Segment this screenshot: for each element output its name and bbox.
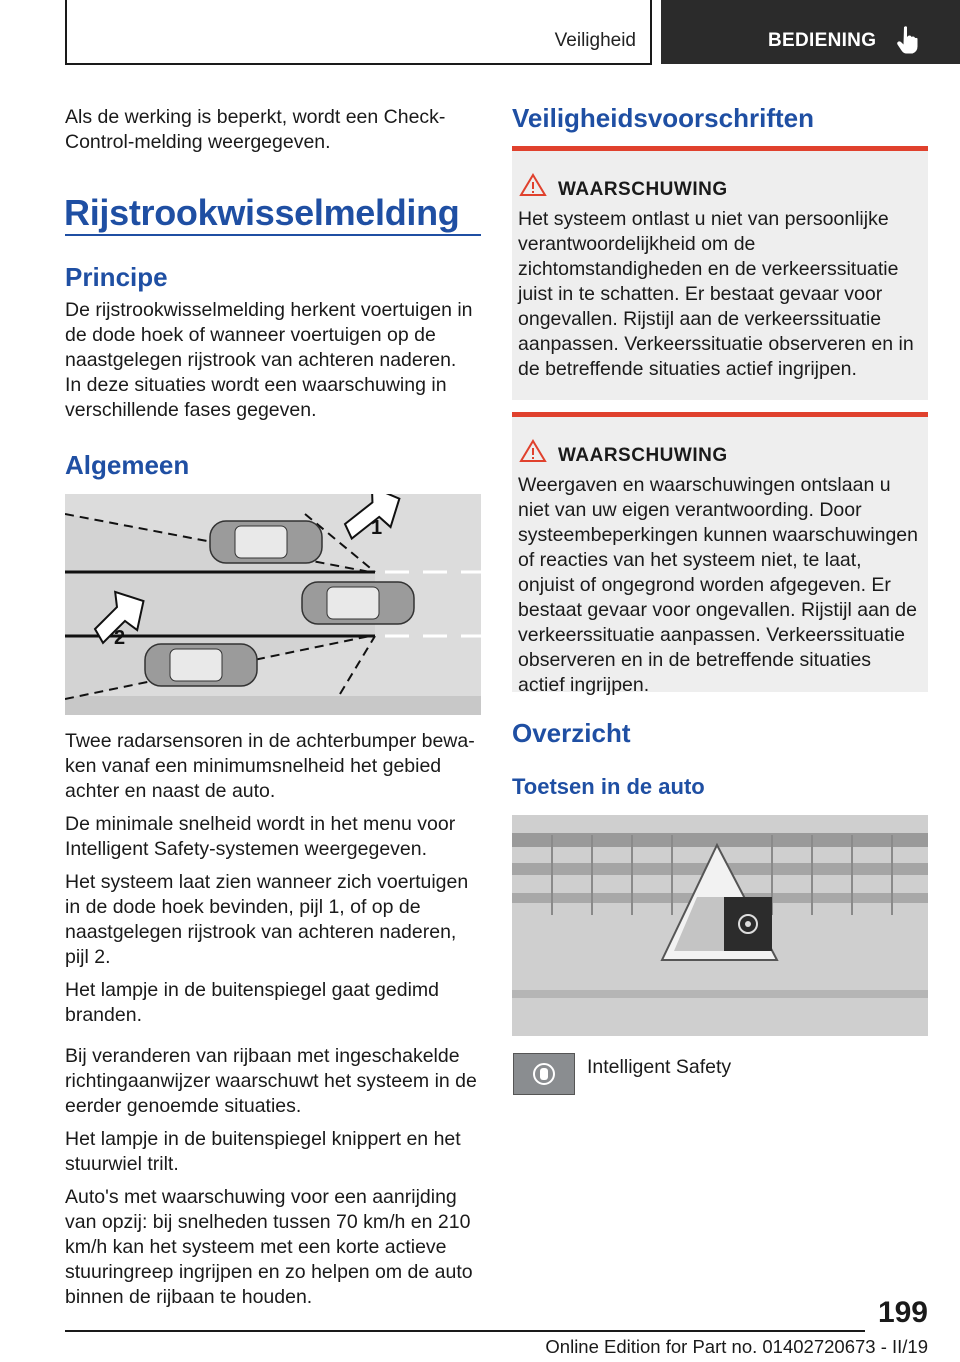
algemeen-heading: Algemeen — [65, 450, 190, 480]
paragraph-min-speed: De minimale snelheid wordt in het menu voor Intelligent Safety-systemen weergegeven. — [65, 813, 456, 860]
title-underline — [65, 234, 481, 236]
page-title: Rijstrookwisselmelding — [64, 192, 460, 233]
paragraph-radar: Twee radarsensoren in de achterbumper bewaken vanaf een minimumsnelheid het gebied achter en naast de auto. — [65, 730, 475, 802]
page-number: 199 — [877, 1296, 928, 1329]
footer-edition: Online Edition for Part no. 01402720673 - II/19 — [545, 1336, 928, 1357]
paragraph-blind-spot: Het systeem laat zien wanneer zich voertuigen in de dode hoek bevinden, pijl 1, of op de naastgelegen rijstrook van achteren naderen, pijl 2. — [65, 871, 469, 968]
principe-paragraph: De rijstrookwisselmelding herkent voertuigen in de dode hoek of wanneer voertuigen op de naastgelegen rijstrook van achteren naderen. In deze situaties wordt een waarschuwing in verschillende fases gegeven. — [65, 299, 473, 421]
intelligent-safety-icon — [513, 1053, 575, 1095]
arrow-2-label: 2 — [114, 627, 126, 649]
arrow-1-label: 1 — [371, 517, 383, 539]
header-chapter-label: BEDIENING — [768, 30, 877, 51]
lane-change-diagram — [65, 494, 481, 715]
paragraph-mirror-flash: Het lampje in de buitenspiegel knippert en het stuurwiel trilt. — [65, 1128, 461, 1175]
warning-text-1: Het systeem ontlast u niet van persoonlijke verantwoordelijkheid om de zichtomstandigheden en de verkeerssituatie juist in te schatten. Er bestaat gevaar voor ongevallen. Rijstijl aan de verkeerssituatie aanpassen. Verkeerssituatie observeren en in de betreffende situaties actief ingrijpen. — [518, 208, 914, 380]
paragraph-lane-change: Bij veranderen van rijbaan met ingeschakelde richtingaanwijzer waarschuwt het systeem in de eerder genoemde situaties. — [65, 1045, 477, 1117]
paragraph-side-collision: Auto's met waarschuwing voor een aanrijding van opzij: bij snelheden tussen 70 km/h en 210 km/h kan het systeem met een korte actieve stuuringreep ingrijpen en zo helpen om de auto binnen de rijbaan te houden. — [65, 1186, 473, 1308]
header-left-border — [65, 0, 67, 64]
warning-box-2 — [512, 412, 928, 696]
button-photo-svg — [512, 815, 928, 1036]
car-bottom — [145, 644, 257, 686]
safety-heading: Veiligheidsvoorschriften — [512, 103, 814, 133]
warning-triangle-icon — [519, 173, 547, 197]
footer-rule — [65, 1330, 865, 1332]
principe-heading: Principe — [65, 262, 168, 292]
paragraph-mirror-dimmed: Het lampje in de buitenspiegel gaat gedimd branden. — [65, 979, 439, 1026]
header-separator — [650, 0, 652, 64]
warning-label-1: WAARSCHUWING — [558, 179, 728, 200]
car-ego — [302, 582, 414, 624]
button-caption: Intelligent Safety — [587, 1056, 732, 1078]
header-chapter-tab — [661, 0, 960, 64]
lane-diagram-svg — [65, 494, 481, 715]
overzicht-heading: Overzicht — [512, 718, 631, 748]
header-section-title: Veiligheid — [554, 30, 636, 51]
header-rule — [65, 63, 652, 65]
car-button-photo — [512, 815, 928, 1036]
pointing-hand-icon — [895, 25, 921, 55]
toets-heading: Toetsen in de auto — [512, 774, 705, 799]
intro-paragraph: Als de werking is beperkt, wordt een Check-Control-melding weergegeven. — [65, 106, 446, 153]
warning-text-2: Weergaven en waarschuwingen ontslaan u niet van uw eigen verantwoording. Door systeembeperkingen kunnen waarschuwingen of reacties van het systeem niet, te laat, onjuist of ongegrond worden afgegeven. Er bestaat gevaar voor ongevallen. Rijstijl aan de verkeerssituatie aanpassen. Verkeerssituatie observeren en in de betreffende situaties actief ingrijpen. — [518, 474, 918, 696]
left-paragraphs — [65, 729, 479, 1310]
warning-label-2: WAARSCHUWING — [558, 445, 728, 466]
warning-triangle-icon — [519, 439, 547, 463]
car-top — [210, 521, 322, 563]
warning-box-1 — [512, 146, 928, 400]
